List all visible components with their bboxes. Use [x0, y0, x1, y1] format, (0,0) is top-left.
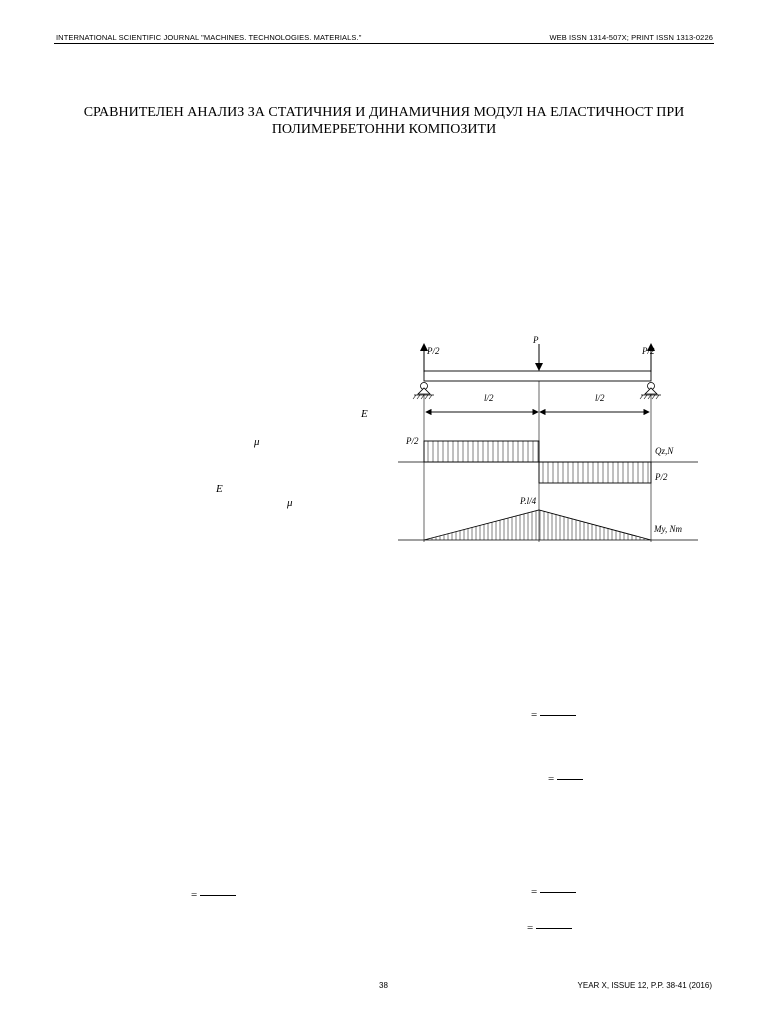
equation-1-fraction-bar: [540, 715, 576, 716]
equation-4-fraction-bar: [200, 895, 236, 896]
symbol-mu-2: μ: [287, 497, 293, 509]
beam: [424, 371, 651, 381]
equation-4-sign: =: [191, 889, 198, 901]
equation-4: [191, 889, 236, 901]
symbol-mu-1: μ: [254, 436, 260, 448]
moment-triangle: [424, 510, 651, 540]
symbol-e-2: E: [216, 483, 223, 495]
equation-2: [548, 773, 583, 785]
shear-negative-block: [539, 462, 651, 483]
symbol-e-1: E: [361, 408, 368, 420]
title-line-2: ПОЛИМЕРБЕТОННИ КОМПОЗИТИ: [271, 122, 497, 137]
equation-2-fraction-bar: [557, 779, 583, 780]
header-rule: [54, 43, 714, 44]
shear-axis-label: Qz,N: [655, 446, 674, 456]
equation-3: [531, 886, 576, 898]
span-label-left: l/2: [484, 393, 494, 403]
shear-label-bottom: P/2: [655, 472, 668, 482]
equation-3-fraction-bar: [540, 892, 576, 893]
beam-diagram: [398, 330, 698, 562]
span-label-right: l/2: [595, 393, 605, 403]
equation-1: [531, 709, 576, 721]
support-right: [640, 383, 661, 400]
moment-peak-label: P.l/4: [520, 496, 537, 506]
equation-2-sign: =: [548, 773, 555, 785]
shear-label-top: P/2: [406, 436, 419, 446]
load-label: P: [533, 335, 539, 345]
shear-positive-block: [424, 441, 539, 462]
moment-axis-label: My, Nm: [654, 524, 682, 534]
page-number: 38: [379, 981, 388, 990]
reaction-label-right: P/2: [642, 346, 655, 356]
title-line-1: СРАВНИТЕЛЕН АНАЛИЗ ЗА СТАТИЧНИЯ И ДИНАМИЧНИЯ МОДУЛ НА ЕЛАСТИЧНОСТ ПРИ: [83, 105, 685, 120]
support-left: [413, 383, 434, 400]
equation-1-sign: =: [531, 709, 538, 721]
equation-3-sign: =: [531, 886, 538, 898]
equation-5: [527, 922, 572, 934]
paper-title: [54, 104, 714, 138]
reaction-label-left: P/2: [427, 346, 440, 356]
equation-5-sign: =: [527, 922, 534, 934]
moment-hatching: [428, 510, 648, 540]
issn-header: WEB ISSN 1314-507X; PRINT ISSN 1313-0226: [549, 33, 713, 42]
issue-info: YEAR X, ISSUE 12, P.P. 38-41 (2016): [577, 981, 712, 990]
journal-header: INTERNATIONAL SCIENTIFIC JOURNAL "MACHINES. TECHNOLOGIES. MATERIALS.": [56, 33, 362, 42]
equation-5-fraction-bar: [536, 928, 572, 929]
